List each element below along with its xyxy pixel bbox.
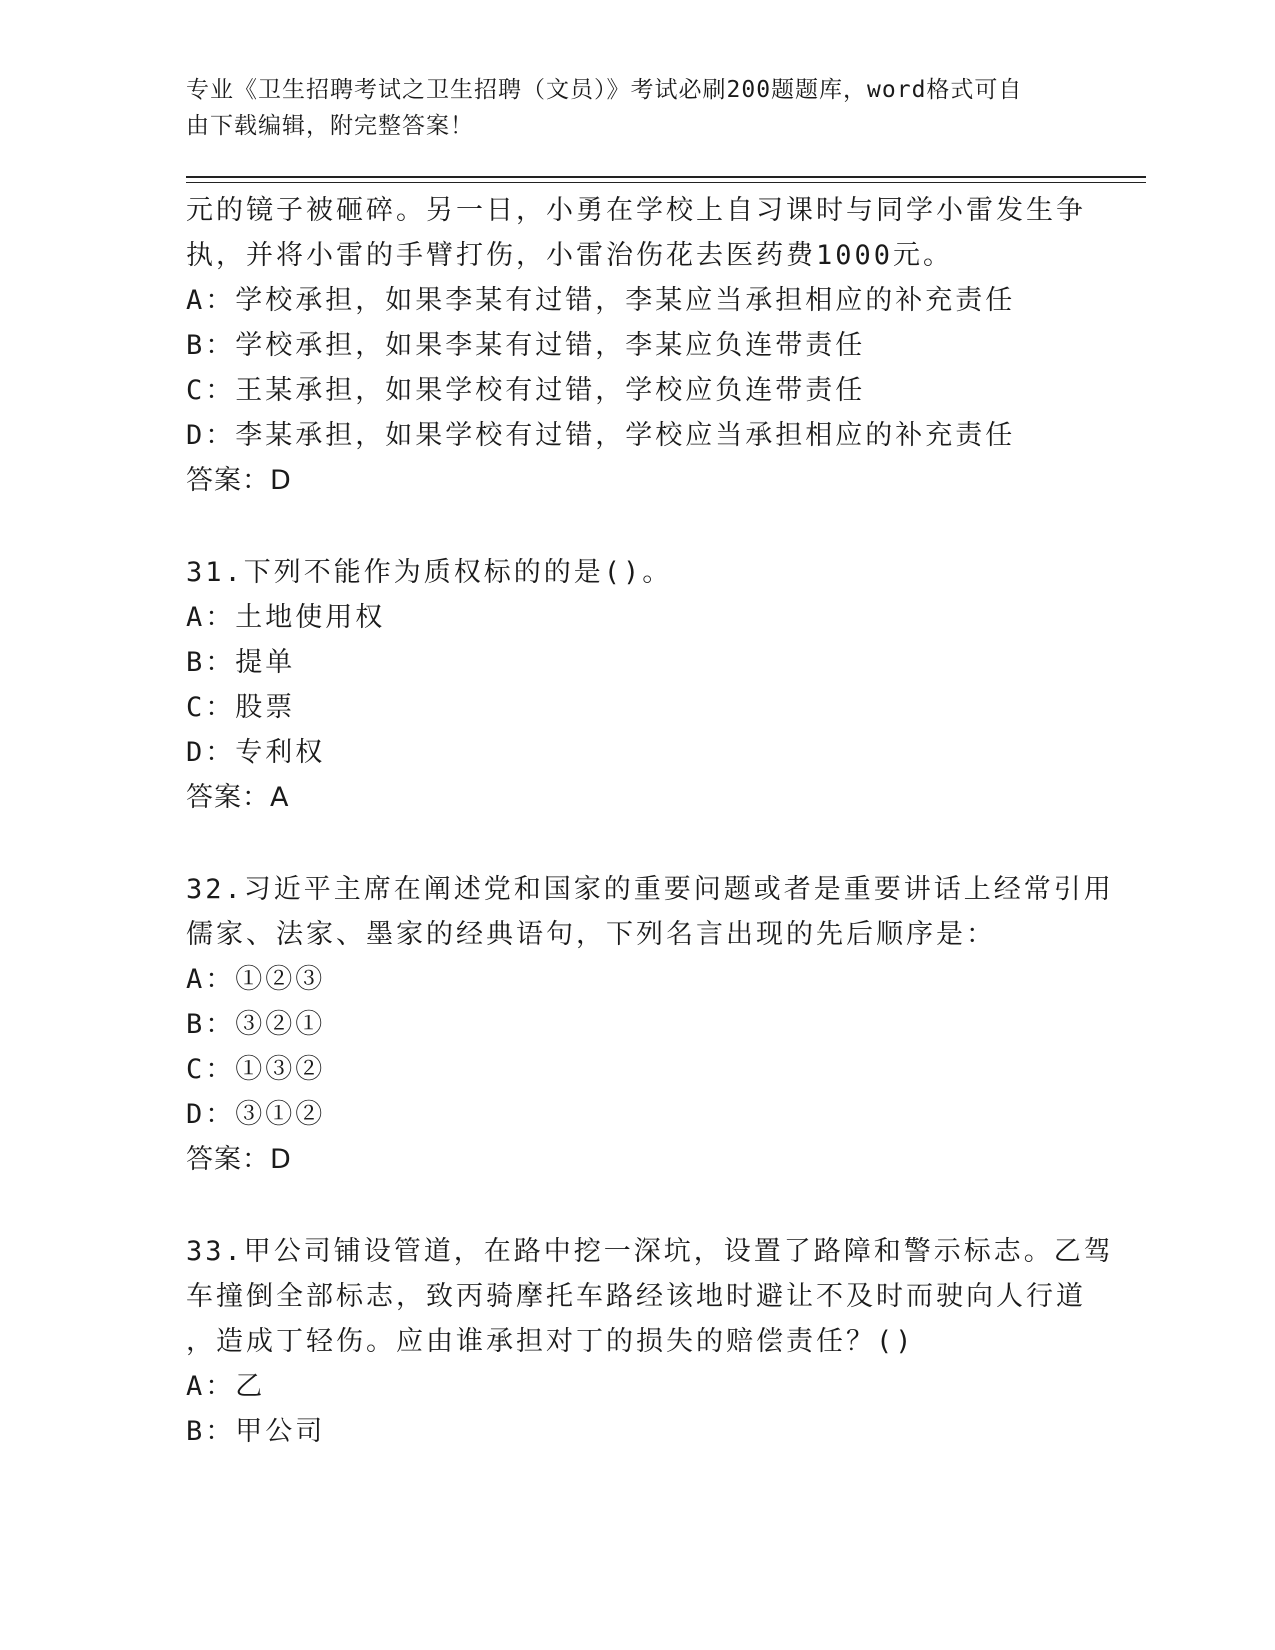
question-text-line: 元的镜子被砸碎。另一日，小勇在学校上自习课时与同学小雷发生争 xyxy=(186,195,1086,226)
question-text-line: ，造成丁轻伤。应由谁承担对丁的损失的赔偿责任？() xyxy=(186,1326,915,1357)
option-b: B：提单 xyxy=(186,647,296,678)
option-c: C：王某承担，如果学校有过错，学校应负连带责任 xyxy=(186,375,866,406)
header-divider xyxy=(186,176,1146,178)
question-continuation xyxy=(186,188,1086,503)
question-text-line: 33.甲公司铺设管道，在路中挖一深坑，设置了路障和警示标志。乙驾 xyxy=(186,1236,1114,1267)
spacer xyxy=(186,503,1086,550)
document-header xyxy=(186,72,1066,144)
option-c: C：①③② xyxy=(186,1054,326,1085)
question-31 xyxy=(186,550,1086,820)
option-d: D：③①② xyxy=(186,1099,326,1130)
question-list xyxy=(186,188,1114,1454)
answer-line: 答案：D xyxy=(186,1144,292,1175)
header-line: 由下载编辑，附完整答案！ xyxy=(186,113,474,139)
option-c: C：股票 xyxy=(186,692,296,723)
question-text-line: 31.下列不能作为质权标的的是()。 xyxy=(186,557,673,588)
option-d: D：李某承担，如果学校有过错，学校应当承担相应的补充责任 xyxy=(186,420,1016,451)
spacer xyxy=(186,820,1086,867)
question-text-line: 儒家、法家、墨家的经典语句，下列名言出现的先后顺序是： xyxy=(186,919,996,950)
option-b: B：③②① xyxy=(186,1009,326,1040)
option-a: A：土地使用权 xyxy=(186,602,386,633)
answer-line: 答案：D xyxy=(186,465,292,496)
question-text-line: 执，并将小雷的手臂打伤，小雷治伤花去医药费1000元。 xyxy=(186,240,954,271)
header-divider-thin xyxy=(186,182,1146,183)
option-d: D：专利权 xyxy=(186,737,326,768)
answer-line: 答案：A xyxy=(186,782,290,813)
spacer xyxy=(186,1182,1086,1229)
option-b: B：学校承担，如果李某有过错，李某应负连带责任 xyxy=(186,330,866,361)
option-b: B：甲公司 xyxy=(186,1416,326,1447)
option-a: A：①②③ xyxy=(186,964,326,995)
question-text-line: 车撞倒全部标志，致丙骑摩托车路经该地时避让不及时而驶向人行道 xyxy=(186,1281,1086,1312)
option-a: A：乙 xyxy=(186,1371,266,1402)
question-text-line: 32.习近平主席在阐述党和国家的重要问题或者是重要讲话上经常引用 xyxy=(186,874,1114,905)
option-a: A：学校承担，如果李某有过错，李某应当承担相应的补充责任 xyxy=(186,285,1016,316)
question-32 xyxy=(186,867,1114,1182)
header-line: 专业《卫生招聘考试之卫生招聘（文员）》考试必刷200题题库，word格式可自 xyxy=(186,77,1023,103)
question-33 xyxy=(186,1229,1114,1454)
